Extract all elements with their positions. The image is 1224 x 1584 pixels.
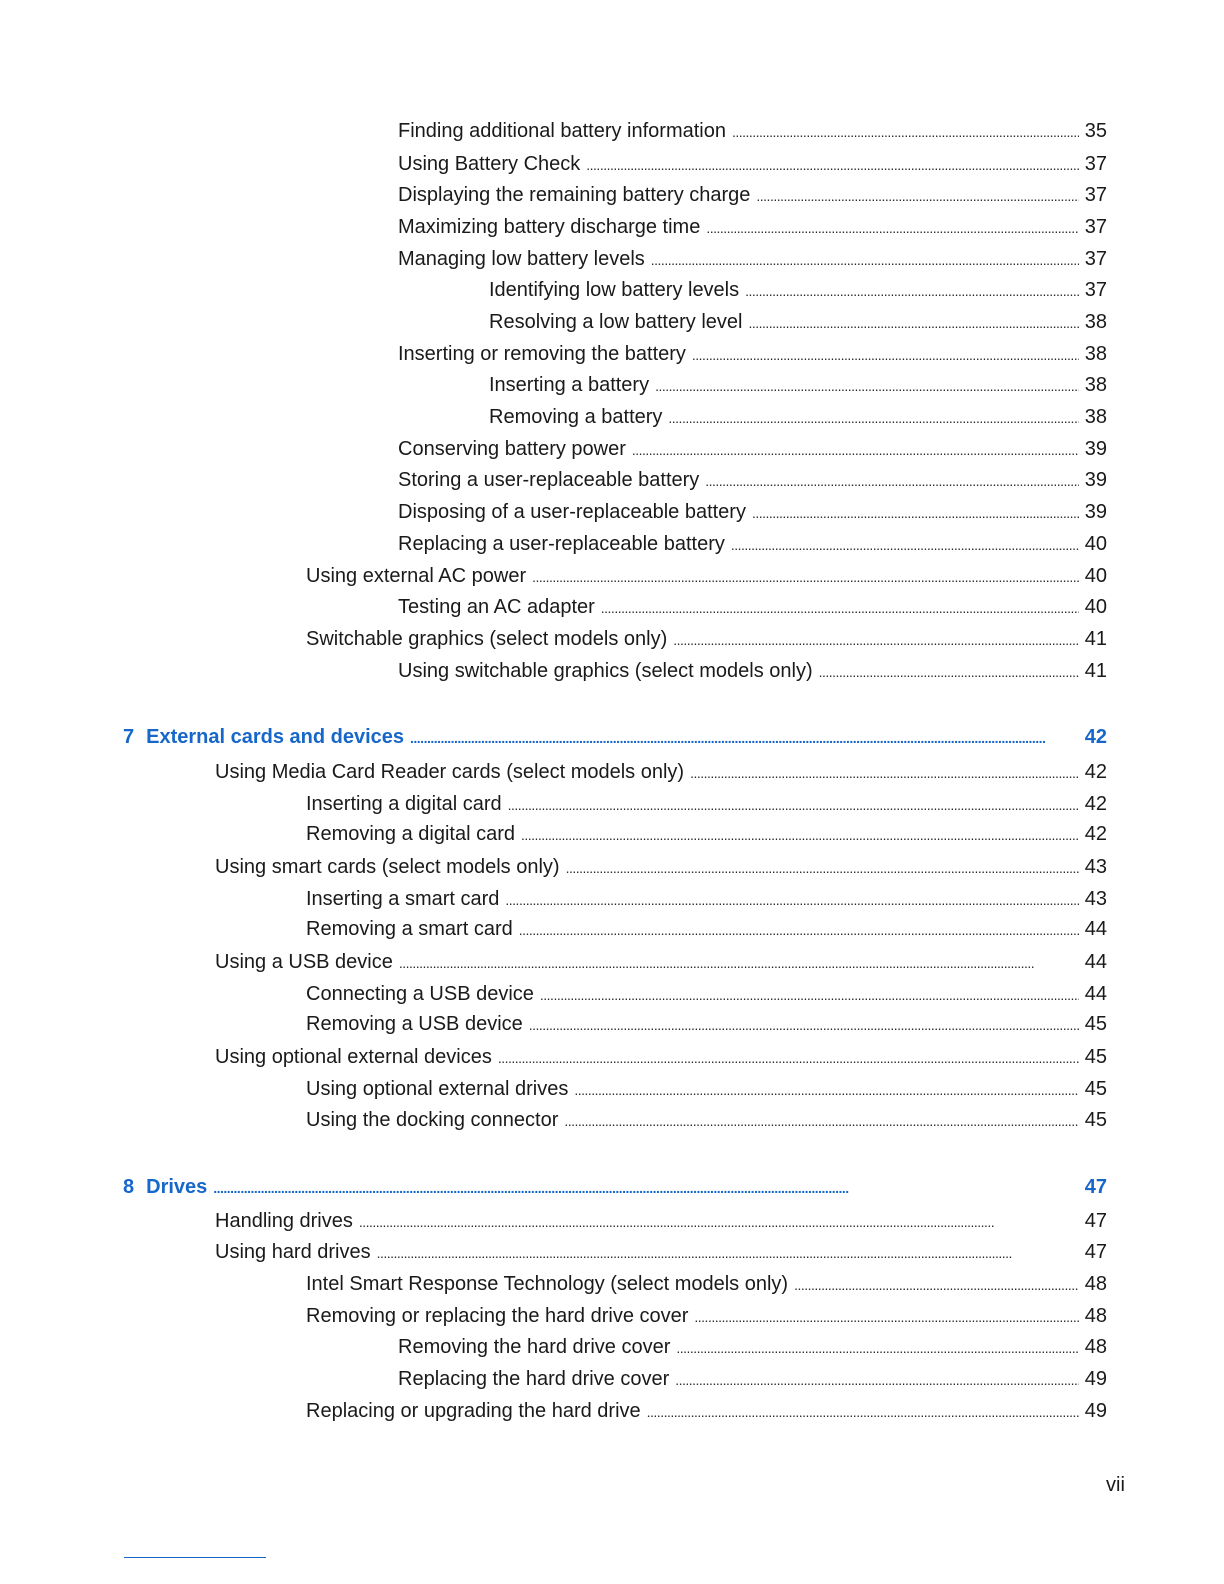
toc-entry[interactable] (306, 982, 1107, 1007)
dot-leader (694, 1304, 1078, 1329)
toc-entry-title: Displaying the remaining battery charge (398, 184, 751, 206)
toc-entry-page: 48 (1084, 1305, 1107, 1327)
toc-entry-title: Replacing the hard drive cover (398, 1368, 670, 1390)
toc-entry-title: Identifying low battery levels (489, 279, 740, 301)
dot-leader (574, 1077, 1078, 1102)
toc-entry[interactable] (398, 437, 1107, 462)
toc-entry[interactable] (489, 373, 1107, 398)
toc-entry-title: Inserting a smart card (306, 888, 500, 910)
toc-entry-page: 39 (1084, 469, 1107, 491)
toc-entry-title: Using external AC power (306, 565, 527, 587)
toc-entry-page: 45 (1084, 1046, 1107, 1068)
toc-entry-page: 44 (1084, 918, 1107, 940)
chapter-page: 42 (1084, 726, 1107, 748)
toc-entry-page: 49 (1084, 1368, 1107, 1390)
toc-entry-page: 48 (1084, 1273, 1107, 1295)
dot-leader (410, 725, 1079, 750)
dot-leader (706, 215, 1078, 240)
toc-entry-title: Managing low battery levels (398, 248, 645, 270)
toc-entry-page: 44 (1084, 983, 1107, 1005)
toc-entry[interactable] (398, 342, 1107, 367)
toc-entry-page: 37 (1084, 248, 1107, 270)
toc-entry[interactable] (398, 1367, 1107, 1392)
dot-leader (675, 1367, 1078, 1392)
toc-entry[interactable] (489, 405, 1107, 430)
toc-entry-page: 37 (1084, 279, 1107, 301)
toc-entry-title: Using Battery Check (398, 153, 581, 175)
dot-leader (692, 342, 1079, 367)
chapter-7-heading[interactable] (123, 725, 1107, 750)
dot-leader (532, 564, 1079, 589)
toc-entry-title: Maximizing battery discharge time (398, 216, 701, 238)
toc-entry[interactable] (215, 1240, 1107, 1265)
toc-entry-title: Connecting a USB device (306, 983, 534, 1005)
toc-entry[interactable] (215, 855, 1107, 880)
dot-leader (655, 373, 1079, 398)
toc-entry[interactable] (306, 887, 1107, 912)
toc-entry-page: 41 (1084, 628, 1107, 650)
toc-entry-title: Replacing a user-replaceable battery (398, 533, 725, 555)
toc-entry[interactable] (306, 1012, 1107, 1037)
dot-leader (745, 278, 1079, 303)
toc-entry[interactable] (306, 792, 1107, 817)
toc-entry-title: Finding additional battery information (398, 120, 726, 142)
dot-leader (586, 152, 1078, 177)
dot-leader (601, 595, 1079, 620)
dot-leader (498, 1045, 1079, 1070)
dot-leader (508, 792, 1079, 817)
toc-entry[interactable] (398, 595, 1107, 620)
toc-entry-page: 37 (1084, 216, 1107, 238)
dot-leader (540, 982, 1079, 1007)
dot-leader (819, 659, 1079, 684)
dot-leader (732, 119, 1079, 144)
toc-entry[interactable] (489, 310, 1107, 335)
toc-entry[interactable] (306, 1304, 1107, 1329)
dot-leader (668, 405, 1078, 430)
toc-entry-title: Handling drives (215, 1210, 353, 1232)
toc-entry-page: 45 (1084, 1109, 1107, 1131)
toc-entry-page: 40 (1084, 533, 1107, 555)
toc-entry-page: 41 (1084, 660, 1107, 682)
toc-entry-page: 38 (1084, 374, 1107, 396)
dot-leader (690, 760, 1079, 785)
toc-entry-page: 44 (1084, 951, 1107, 973)
toc-entry-page: 42 (1084, 793, 1107, 815)
dot-leader (399, 950, 1079, 975)
dot-leader (505, 887, 1078, 912)
dot-leader (529, 1012, 1079, 1037)
toc-entry-page: 49 (1084, 1400, 1107, 1422)
dot-leader (632, 437, 1079, 462)
toc-entry[interactable] (398, 468, 1107, 493)
toc-entry-title: Using switchable graphics (select models only) (398, 660, 813, 682)
toc-entry[interactable] (306, 1108, 1107, 1133)
toc-entry[interactable] (398, 215, 1107, 240)
dot-leader (748, 310, 1078, 335)
toc-entry-page: 43 (1084, 856, 1107, 878)
toc-entry[interactable] (398, 183, 1107, 208)
toc-entry-page: 42 (1084, 823, 1107, 845)
toc-entry-title: Switchable graphics (select models only) (306, 628, 668, 650)
toc-entry-title: Using optional external drives (306, 1078, 569, 1100)
dot-leader (756, 183, 1078, 208)
toc-entry[interactable] (306, 917, 1107, 942)
dot-leader (676, 1335, 1078, 1360)
toc-entry-title: Intel Smart Response Technology (select models only) (306, 1273, 789, 1295)
toc-entry-title: Using the docking connector (306, 1109, 559, 1131)
toc-entry[interactable] (398, 500, 1107, 525)
toc-entry[interactable] (398, 659, 1107, 684)
toc-entry[interactable] (306, 1077, 1107, 1102)
toc-entry-page: 45 (1084, 1078, 1107, 1100)
dot-leader (752, 500, 1079, 525)
dot-leader (705, 468, 1078, 493)
toc-entry-title: Using Media Card Reader cards (select models only) (215, 761, 685, 783)
toc-entry[interactable] (215, 1209, 1107, 1234)
toc-entry-title: Using hard drives (215, 1241, 371, 1263)
dot-leader (651, 247, 1079, 272)
toc-entry-page: 35 (1084, 120, 1107, 142)
toc-entry-title: Resolving a low battery level (489, 311, 743, 333)
toc-entry[interactable] (306, 1272, 1107, 1297)
dot-leader (647, 1399, 1079, 1424)
toc-entry[interactable] (215, 950, 1107, 975)
dot-leader (213, 1175, 1078, 1200)
toc-entry-title: Removing a smart card (306, 918, 513, 940)
dot-leader (564, 1108, 1078, 1133)
dot-leader (731, 532, 1079, 557)
toc-entry[interactable] (306, 627, 1107, 652)
toc-entry-title: Disposing of a user-replaceable battery (398, 501, 746, 523)
toc-entry-page: 43 (1084, 888, 1107, 910)
toc-entry[interactable] (398, 119, 1107, 144)
toc-entry-page: 48 (1084, 1336, 1107, 1358)
toc-entry-page: 42 (1084, 761, 1107, 783)
toc-entry-title: Storing a user-replaceable battery (398, 469, 700, 491)
toc-entry[interactable] (398, 152, 1107, 177)
toc-entry-page: 45 (1084, 1013, 1107, 1035)
dot-leader (673, 627, 1078, 652)
toc-entry-page: 38 (1084, 406, 1107, 428)
toc-entry-title: Removing or replacing the hard drive cover (306, 1305, 689, 1327)
toc-entry[interactable] (306, 564, 1107, 589)
chapter-8-heading[interactable] (123, 1175, 1107, 1200)
dot-leader (794, 1272, 1079, 1297)
toc-entry-title: Using smart cards (select models only) (215, 856, 560, 878)
chapter-number: 7 (123, 726, 135, 748)
dot-leader (566, 855, 1079, 880)
dot-leader (377, 1240, 1079, 1265)
dot-leader (519, 917, 1079, 942)
dot-leader (359, 1209, 1079, 1234)
toc-entry-page: 39 (1084, 438, 1107, 460)
toc-entry-title: Conserving battery power (398, 438, 626, 460)
toc-entry-title: Removing a digital card (306, 823, 515, 845)
page-number: vii (1106, 1474, 1125, 1496)
toc-entry-title: Testing an AC adapter (398, 596, 595, 618)
toc-entry-title: Removing a battery (489, 406, 663, 428)
chapter-title: External cards and devices (146, 726, 405, 748)
toc-entry-page: 39 (1084, 501, 1107, 523)
toc-entry-page: 40 (1084, 596, 1107, 618)
toc-entry-title: Inserting a battery (489, 374, 650, 396)
toc-entry-page: 47 (1084, 1210, 1107, 1232)
toc-entry[interactable] (398, 247, 1107, 272)
toc-entry-page: 47 (1084, 1241, 1107, 1263)
footer-rule (124, 1557, 266, 1558)
toc-entry[interactable] (215, 760, 1107, 785)
chapter-page: 47 (1084, 1176, 1107, 1198)
toc-entry[interactable] (215, 1045, 1107, 1070)
toc-entry-page: 37 (1084, 184, 1107, 206)
toc-entry-page: 37 (1084, 153, 1107, 175)
toc-entry-title: Inserting a digital card (306, 793, 502, 815)
toc-entry-title: Removing a USB device (306, 1013, 523, 1035)
toc-entry[interactable] (398, 1335, 1107, 1360)
toc-entry[interactable] (306, 822, 1107, 847)
toc-entry-title: Replacing or upgrading the hard drive (306, 1400, 641, 1422)
toc-entry-page: 40 (1084, 565, 1107, 587)
toc-entry-page: 38 (1084, 343, 1107, 365)
toc-entry[interactable] (306, 1399, 1107, 1424)
toc-entry-title: Using a USB device (215, 951, 393, 973)
toc-entry-page: 38 (1084, 311, 1107, 333)
toc-entry-title: Removing the hard drive cover (398, 1336, 671, 1358)
toc-entry[interactable] (398, 532, 1107, 557)
chapter-title: Drives (146, 1176, 208, 1198)
dot-leader (521, 822, 1079, 847)
chapter-number: 8 (123, 1176, 135, 1198)
toc-entry-title: Using optional external devices (215, 1046, 492, 1068)
toc-entry[interactable] (489, 278, 1107, 303)
toc-entry-title: Inserting or removing the battery (398, 343, 686, 365)
